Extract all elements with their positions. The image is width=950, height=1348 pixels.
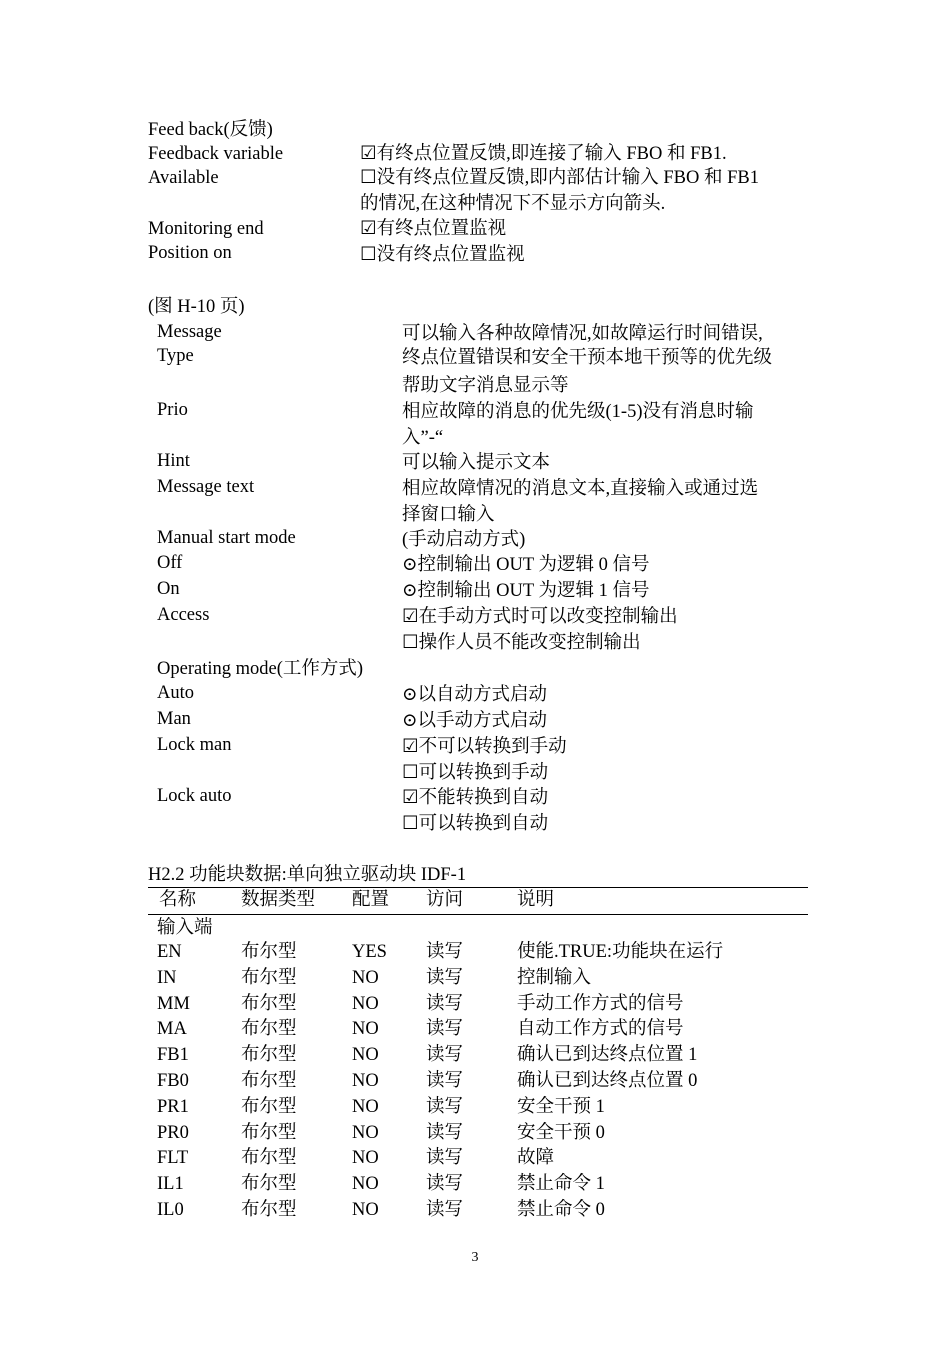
setting-value: ⊙控制输出 OUT 为逻辑 1 信号: [402, 581, 650, 601]
table-cell: 读写: [426, 1019, 464, 1040]
feedback-label-2: Available: [148, 168, 219, 188]
table-cell: 布尔型: [241, 1045, 297, 1066]
setting-value: ☐可以转换到手动: [402, 763, 549, 783]
setting-label: Manual start mode: [157, 528, 296, 548]
table-cell: NO: [352, 1071, 379, 1091]
table-cell: NO: [352, 1096, 379, 1117]
setting-value: 可以输入提示文本: [402, 453, 551, 473]
setting-value: ⊙控制输出 OUT 为逻辑 0 信号: [402, 555, 650, 575]
table-cell: 确认已到达终点位置 1: [517, 1045, 698, 1066]
table-cell: 读写: [426, 1096, 464, 1117]
table-cell: 禁止命令 0: [517, 1200, 605, 1220]
setting-value: 帮助文字消息显示等: [402, 376, 569, 396]
table-cell: NO: [352, 1174, 379, 1195]
table-cell: 读写: [426, 967, 464, 988]
table-cell: 自动工作方式的信号: [517, 1019, 684, 1040]
table-cell: FB0: [157, 1071, 189, 1091]
setting-label: Access: [157, 605, 210, 625]
feedback-label-1: Feedback variable: [148, 144, 284, 164]
table-cell: 读写: [426, 1148, 464, 1169]
feedback-heading: Feed back(反馈): [148, 120, 273, 140]
setting-value: 可以输入各种故障情况,如故障运行时间错误,: [402, 324, 763, 344]
table-cell: 读写: [426, 1200, 464, 1220]
setting-label: Off: [157, 553, 183, 573]
table-cell: 安全干预 0: [517, 1122, 605, 1143]
table-cell: 读写: [426, 1122, 464, 1143]
table-cell: 布尔型: [241, 1174, 297, 1195]
setting-label: Hint: [157, 451, 190, 471]
table-cell: 布尔型: [241, 1200, 297, 1220]
table-cell: YES: [352, 942, 387, 962]
setting-value: ⊙以手动方式启动: [402, 711, 548, 731]
table-cell: 控制输入: [517, 967, 592, 988]
table-cell: 布尔型: [241, 942, 297, 962]
table-cell: NO: [352, 1019, 379, 1040]
table-header-cell: 配置: [352, 890, 390, 910]
table-cell: 读写: [426, 1071, 464, 1091]
table-cell: NO: [352, 1122, 379, 1143]
table-cell: NO: [352, 1148, 379, 1169]
table-cell: 读写: [426, 993, 464, 1014]
setting-value: 入”-“: [402, 428, 444, 448]
table-cell: IL1: [157, 1174, 184, 1195]
table-cell: MM: [157, 993, 190, 1014]
table-cell: 布尔型: [241, 1148, 297, 1169]
setting-label: Auto: [157, 683, 194, 703]
setting-label: Man: [157, 709, 191, 729]
table-cell: NO: [352, 967, 379, 988]
monitoring-option-1: ☑有终点位置监视: [360, 219, 507, 239]
feedback-option-2: ☐没有终点位置反馈,即内部估计输入 FBO 和 FB1: [360, 168, 759, 188]
table-header-cell: 说明: [517, 890, 555, 910]
table-cell: 读写: [426, 1045, 464, 1066]
table-cell: 布尔型: [241, 1071, 297, 1091]
table-cell: FLT: [157, 1148, 189, 1169]
table-cell: PR1: [157, 1096, 189, 1117]
setting-label: Message text: [157, 477, 255, 497]
table-cell: 禁止命令 1: [517, 1174, 605, 1195]
setting-label: Message: [157, 322, 222, 342]
setting-label: On: [157, 579, 180, 599]
setting-label: Type: [157, 346, 194, 366]
table-cell: 布尔型: [241, 1019, 297, 1040]
setting-value: ☐操作人员不能改变控制输出: [402, 633, 641, 653]
table-cell: EN: [157, 942, 182, 962]
setting-value: 相应故障的消息的优先级(1-5)没有消息时输: [402, 402, 754, 422]
monitoring-option-2: ☐没有终点位置监视: [360, 245, 525, 265]
table-cell: 布尔型: [241, 993, 297, 1014]
table-cell: 读写: [426, 942, 464, 962]
table-cell: NO: [352, 1045, 379, 1066]
table-cell: IL0: [157, 1200, 184, 1220]
table-cell: NO: [352, 1200, 379, 1220]
setting-value: 相应故障情况的消息文本,直接输入或通过选: [402, 479, 759, 499]
figure-reference: (图 H-10 页): [148, 297, 245, 317]
setting-value: 终点位置错误和安全干预本地干预等的优先级: [402, 348, 773, 368]
table-cell: 安全干预 1: [517, 1096, 605, 1117]
table-cell: 确认已到达终点位置 0: [517, 1071, 698, 1091]
page-number: 3: [471, 1250, 479, 1265]
table-header-rule: [148, 914, 808, 915]
table-header-cell: 访问: [426, 890, 464, 910]
table-section-label: 输入端: [157, 918, 213, 938]
feedback-option-1: ☑有终点位置反馈,即连接了输入 FBO 和 FB1.: [360, 144, 727, 164]
table-cell: 布尔型: [241, 1122, 297, 1143]
table-cell: FB1: [157, 1045, 189, 1066]
table-header-cell: 数据类型: [241, 890, 316, 910]
setting-label: Prio: [157, 400, 188, 420]
table-cell: MA: [157, 1019, 187, 1040]
setting-value: 择窗口输入: [402, 505, 495, 525]
table-cell: 读写: [426, 1174, 464, 1195]
table-header-cell: 名称: [159, 890, 197, 910]
table-cell: 故障: [517, 1148, 555, 1169]
table-cell: PR0: [157, 1122, 189, 1143]
setting-value: ☐可以转换到自动: [402, 814, 549, 834]
table-cell: 布尔型: [241, 967, 297, 988]
table-cell: IN: [157, 967, 177, 988]
table-cell: 手动工作方式的信号: [517, 993, 684, 1014]
setting-label: Operating mode(工作方式): [157, 659, 364, 679]
table-caption: H2.2 功能块数据:单向独立驱动块 IDF-1: [148, 865, 467, 885]
table-cell: 布尔型: [241, 1096, 297, 1117]
setting-value: ☑在手动方式时可以改变控制输出: [402, 607, 678, 627]
setting-value: (手动启动方式): [402, 530, 526, 550]
table-cell: NO: [352, 993, 379, 1014]
feedback-option-2-cont: 的情况,在这种情况下不显示方向箭头.: [360, 194, 666, 214]
setting-value: ☑不可以转换到手动: [402, 737, 567, 757]
setting-value: ⊙以自动方式启动: [402, 685, 548, 705]
monitoring-label-2: Position on: [148, 243, 232, 263]
setting-value: ☑不能转换到自动: [402, 788, 549, 808]
setting-label: Lock auto: [157, 786, 232, 806]
table-cell: 使能.TRUE:功能块在运行: [517, 942, 724, 962]
monitoring-label-1: Monitoring end: [148, 219, 264, 239]
setting-label: Lock man: [157, 735, 232, 755]
